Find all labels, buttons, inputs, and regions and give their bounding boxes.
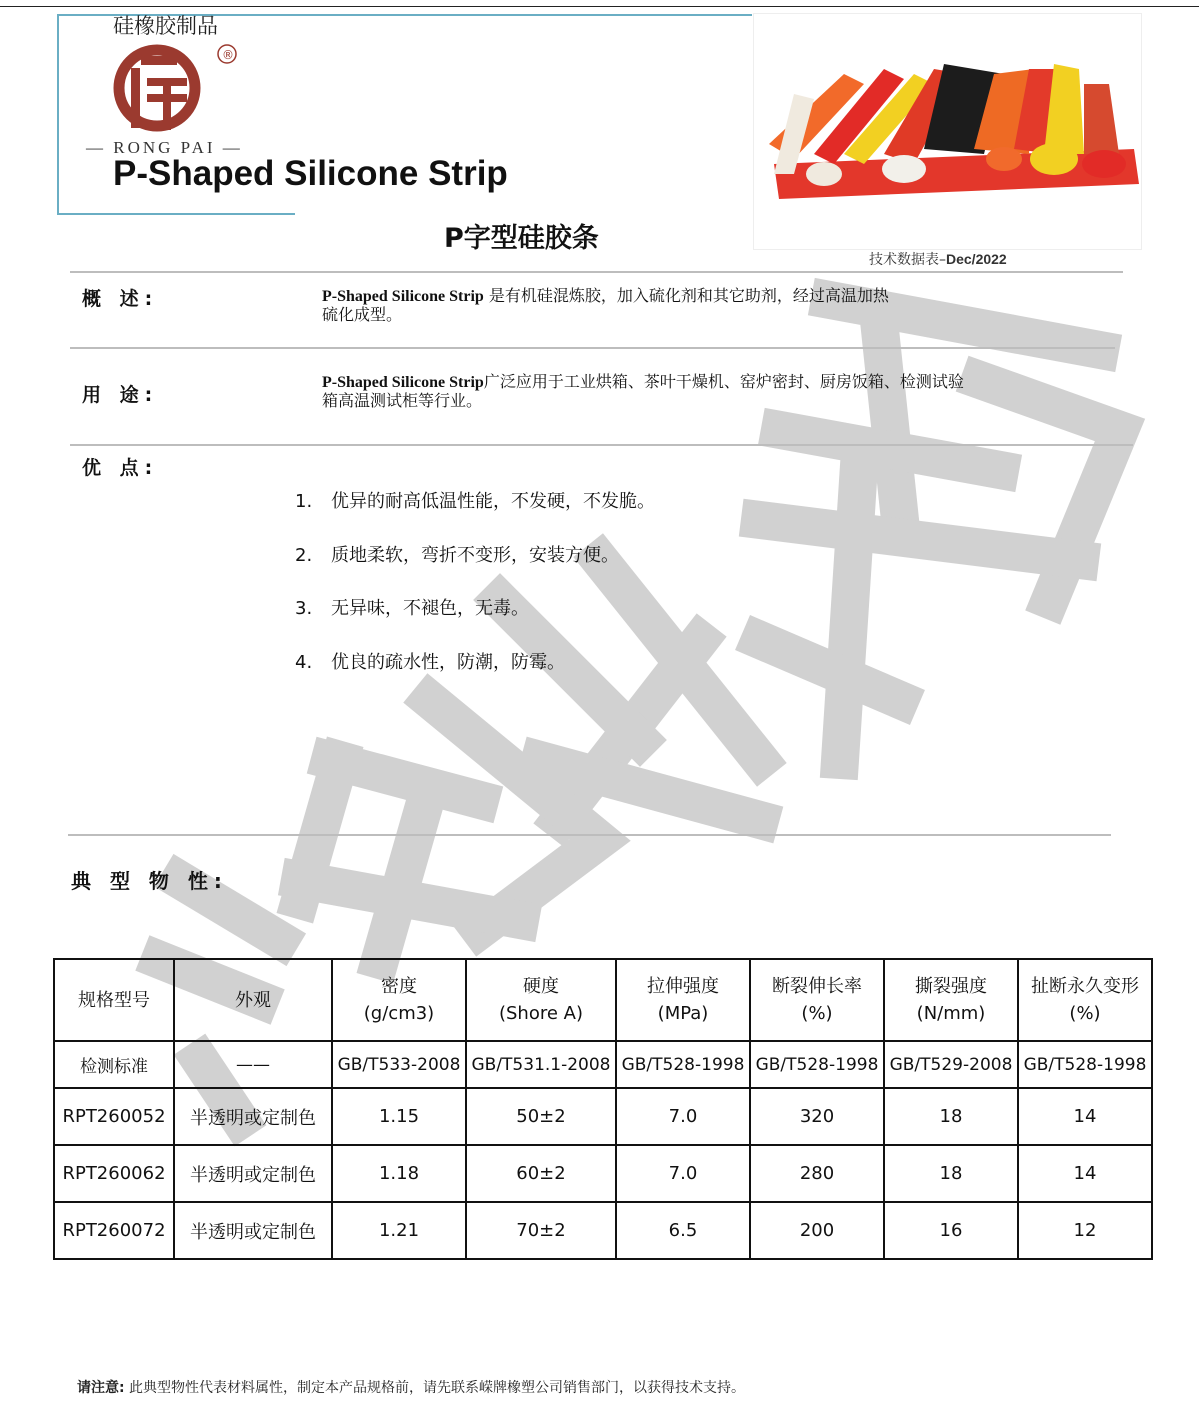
datasheet-label xyxy=(869,249,1007,269)
table-cell: 14 xyxy=(1018,1088,1152,1145)
table-cell: 半透明或定制色 xyxy=(174,1145,332,1202)
table-header-cell xyxy=(174,959,332,1041)
header-unit: (Shore A) xyxy=(498,1003,583,1024)
table-cell: 280 xyxy=(750,1145,884,1202)
header-text: 硬度 xyxy=(523,976,559,997)
brand-en-text: RONG PAI xyxy=(113,138,216,157)
table-row xyxy=(54,1145,1152,1202)
overview-label: 概 述: xyxy=(82,288,159,310)
table-cell: GB/T528-1998 xyxy=(750,1041,884,1088)
footnote xyxy=(77,1377,745,1397)
properties-label: 典 型 物 性: xyxy=(71,869,228,893)
list-number: 2. xyxy=(295,545,313,566)
table-cell: GB/T529-2008 xyxy=(884,1041,1018,1088)
table-cell: 60±2 xyxy=(466,1145,616,1202)
section-divider xyxy=(68,834,1111,836)
footnote-label: 请注意: xyxy=(77,1380,125,1396)
table-row xyxy=(54,1202,1152,1259)
table-cell: RPT260052 xyxy=(54,1088,174,1145)
table-cell: 200 xyxy=(750,1202,884,1259)
list-number: 1. xyxy=(295,491,313,512)
header-text: 撕裂强度 xyxy=(915,976,987,997)
advantages-label: 优 点: xyxy=(82,457,159,479)
brand-cn: 硅橡胶制品 xyxy=(113,14,218,38)
section-divider xyxy=(70,271,1123,273)
list-item xyxy=(295,594,529,620)
table-cell: 16 xyxy=(884,1202,1018,1259)
product-photo xyxy=(753,13,1142,250)
header-text: 外观 xyxy=(235,989,271,1011)
header-unit: (%) xyxy=(801,1003,833,1024)
header-text: 扯断永久变形 xyxy=(1031,976,1139,997)
list-item xyxy=(295,648,565,674)
page-title-cn: P字型硅胶条 xyxy=(444,223,599,254)
table-cell: GB/T533-2008 xyxy=(332,1041,466,1088)
usage-label: 用 途: xyxy=(82,384,159,406)
top-rule xyxy=(0,6,1199,7)
table-cell: 1.21 xyxy=(332,1202,466,1259)
table-cell: 18 xyxy=(884,1088,1018,1145)
page-title: P-Shaped Silicone Strip xyxy=(113,154,508,193)
header-text: 密度 xyxy=(381,976,417,997)
table-header-cell xyxy=(616,959,750,1041)
list-text: 优异的耐高低温性能，不发硬，不发脆。 xyxy=(331,491,655,512)
list-item xyxy=(295,487,655,513)
table-header-cell xyxy=(466,959,616,1041)
table-header-cell xyxy=(750,959,884,1041)
product-name: P-Shaped Silicone Strip xyxy=(322,374,484,391)
list-text: 无异味，不褪色，无毒。 xyxy=(331,598,529,619)
table-header-cell xyxy=(54,959,174,1041)
header-text: 断裂伸长率 xyxy=(772,976,862,997)
list-item xyxy=(295,541,619,567)
usage-line: 广泛应用于工业烘箱、茶叶干燥机、窑炉密封、厨房饭箱、检测试验 xyxy=(483,372,964,391)
properties-table xyxy=(53,958,1153,1260)
table-header-cell xyxy=(884,959,1018,1041)
table-cell: GB/T528-1998 xyxy=(616,1041,750,1088)
list-number: 3. xyxy=(295,598,313,619)
table-cell: RPT260072 xyxy=(54,1202,174,1259)
overview-text xyxy=(322,287,1122,324)
table-cell: —— xyxy=(174,1041,332,1088)
brand-en: — RONG PAI — xyxy=(86,138,243,157)
header-unit: (N/mm) xyxy=(916,1003,986,1024)
table-cell: GB/T531.1-2008 xyxy=(466,1041,616,1088)
footnote-text: 此典型物性代表材料属性，制定本产品规格前，请先联系嵘牌橡塑公司销售部门，以获得技术支持。 xyxy=(124,1380,746,1396)
list-text: 优良的疏水性，防潮，防霉。 xyxy=(331,652,565,673)
product-name: P-Shaped Silicone Strip xyxy=(322,288,484,305)
table-row xyxy=(54,1088,1152,1145)
table-cell: 半透明或定制色 xyxy=(174,1088,332,1145)
table-header-row xyxy=(54,959,1152,1041)
overview-line: 是有机硅混炼胶，加入硫化剂和其它助剂，经过高温加热 xyxy=(483,286,889,305)
table-standards-row xyxy=(54,1041,1152,1088)
table-cell: 50±2 xyxy=(466,1088,616,1145)
table-cell: 1.18 xyxy=(332,1145,466,1202)
datasheet-date: Dec/2022 xyxy=(946,251,1007,267)
table-cell: 7.0 xyxy=(616,1088,750,1145)
overview-line: 硫化成型。 xyxy=(322,305,403,324)
table-cell: 320 xyxy=(750,1088,884,1145)
brand-logo xyxy=(113,38,243,146)
table-cell: 7.0 xyxy=(616,1145,750,1202)
usage-line: 箱高温测试柜等行业。 xyxy=(322,391,483,410)
table-cell: 14 xyxy=(1018,1145,1152,1202)
list-text: 质地柔软，弯折不变形，安装方便。 xyxy=(331,545,619,566)
usage-text xyxy=(322,373,1152,410)
section-divider xyxy=(70,444,1133,446)
list-number: 4. xyxy=(295,652,313,673)
table-cell: 半透明或定制色 xyxy=(174,1202,332,1259)
section-divider xyxy=(70,347,1115,349)
table-cell: 6.5 xyxy=(616,1202,750,1259)
svg-text:®: ® xyxy=(222,48,234,62)
table-cell: GB/T528-1998 xyxy=(1018,1041,1152,1088)
title-frame xyxy=(57,14,59,214)
header-unit: (MPa) xyxy=(657,1003,709,1024)
datasheet-label-text: 技术数据表– xyxy=(869,252,946,268)
table-header-cell xyxy=(332,959,466,1041)
table-cell: 1.15 xyxy=(332,1088,466,1145)
header-text: 拉伸强度 xyxy=(647,976,719,997)
header-unit: (g/cm3) xyxy=(363,1003,435,1024)
table-header-cell xyxy=(1018,959,1152,1041)
table-cell: 18 xyxy=(884,1145,1018,1202)
table-cell: 70±2 xyxy=(466,1202,616,1259)
table-cell: 12 xyxy=(1018,1202,1152,1259)
header-unit: (%) xyxy=(1069,1003,1101,1024)
title-frame xyxy=(57,213,295,215)
table-cell: RPT260062 xyxy=(54,1145,174,1202)
header-text: 规格型号 xyxy=(78,989,150,1011)
table-cell: 检测标准 xyxy=(54,1041,174,1088)
